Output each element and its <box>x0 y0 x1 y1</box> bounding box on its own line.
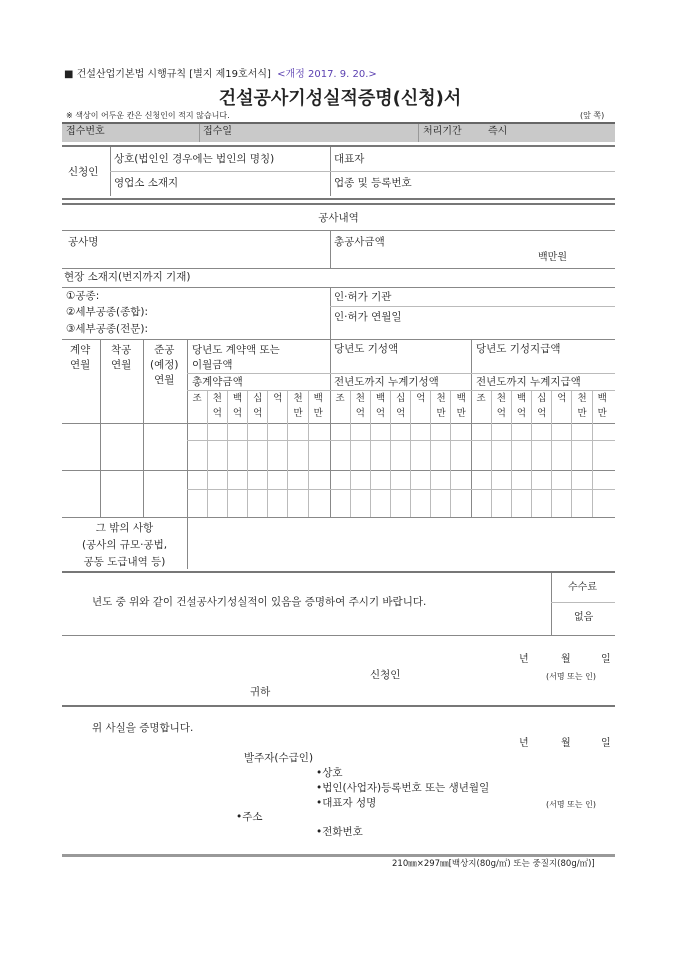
request-applicant-label: 신청인 <box>370 669 401 681</box>
digit-eok: 억 <box>273 393 283 404</box>
processing-period-value: 즉시 <box>488 126 508 137</box>
permit-date-label: 인·허가 연월일 <box>334 311 402 323</box>
reception-date-label: 접수일 <box>203 126 232 137</box>
request-day: 일 <box>601 654 611 665</box>
business-registration-label: 업종 및 등록번호 <box>334 177 412 189</box>
prev-payment-header: 전년도까지 누계지급액 <box>476 376 581 388</box>
client-registration-item: •법인(사업자)등록번호 또는 생년월일 <box>316 782 490 794</box>
request-sign-note: (서명 또는 인) <box>546 672 596 681</box>
digit-baek-man: 백 만 <box>313 393 323 419</box>
certify-sign-note: (서명 또는 인) <box>546 800 596 809</box>
other-matters-label: 그 밖의 사항 (공사의 규모·공법, 공동 도급내역 등) <box>81 522 168 568</box>
addressee-label: 귀하 <box>250 686 271 698</box>
client-phone-item: •전화번호 <box>316 826 363 838</box>
permit-agency-label: 인·허가 기관 <box>334 291 392 303</box>
client-company-item: •상호 <box>316 767 343 779</box>
certify-month: 월 <box>561 738 571 749</box>
work-section-title: 공사내역 <box>318 212 359 224</box>
certify-day: 일 <box>601 738 611 749</box>
reception-bar <box>62 122 615 142</box>
paper-spec: 210㎜×297㎜[백상지(80g/㎡) 또는 중질지(80g/㎡)] <box>392 859 595 869</box>
year-progress-header: 당년도 기성액 <box>334 343 399 355</box>
site-address-label: 현장 소재지(번지까지 기재) <box>64 271 191 283</box>
law-reference: ■ 건설산업기본법 시행규칙 [별지 제19호서식] <box>64 69 271 80</box>
work-name-label: 공사명 <box>68 236 99 248</box>
processing-period-label: 처리기간 <box>423 126 462 137</box>
certify-year: 년 <box>519 738 529 749</box>
year-payment-header: 당년도 기성지급액 <box>476 343 561 355</box>
fee-label: 수수료 <box>568 582 597 593</box>
client-label: 발주자(수급인) <box>244 752 314 764</box>
total-amount-label: 총공사금액 <box>334 236 385 248</box>
request-month: 월 <box>561 654 571 665</box>
start-month-header: 착공 연월 <box>111 344 132 371</box>
digit-headers-contract <box>189 391 326 421</box>
reception-number-label: 접수번호 <box>66 126 105 137</box>
request-sentence: 년도 중 위와 같이 건설공사기성실적이 있음을 증명하여 주시기 바랍니다. <box>92 596 427 608</box>
digit-baek-eok: 백 억 <box>232 393 243 419</box>
client-representative-item: •대표자 성명 <box>316 797 377 809</box>
applicant-label: 신청인 <box>68 166 99 178</box>
year-contract-header: 당년도 계약액 또는 이월금액 <box>192 344 280 371</box>
work-type-2: ②세부공종(종합): <box>66 306 149 318</box>
form-note: ※ 색상이 어두운 칸은 신청인이 적지 않습니다. <box>66 111 230 120</box>
page-title: 건설공사기성실적증명(신청)서 <box>218 88 462 109</box>
office-address-label: 영업소 소재지 <box>114 177 179 189</box>
digit-headers-progress: 조 천 억 백 억 십 억 억 천 만 백 만 <box>335 393 466 419</box>
digit-cheon-man: 천 만 <box>293 393 303 419</box>
client-address-item: •주소 <box>236 811 263 823</box>
work-type-1: ①공종: <box>66 290 100 302</box>
request-year: 년 <box>519 654 529 665</box>
completion-month-header: 준공 (예정) 연월 <box>150 344 179 386</box>
representative-label: 대표자 <box>334 153 365 165</box>
digit-sip-eok: 십 억 <box>253 393 263 419</box>
fee-value: 없음 <box>574 612 594 623</box>
page-side: (앞 쪽) <box>580 111 605 120</box>
digit-jo: 조 <box>192 393 202 404</box>
company-name-label: 상호(법인인 경우에는 법인의 명칭) <box>114 153 275 165</box>
digit-cheon-eok: 천 억 <box>212 393 222 419</box>
amend-note: <개정 2017. 9. 20.> <box>277 69 377 80</box>
prev-progress-header: 전년도까지 누계기성액 <box>334 376 439 388</box>
work-type-3: ③세부공종(전문): <box>66 323 149 335</box>
certify-sentence: 위 사실을 증명합니다. <box>92 722 194 734</box>
digit-headers-payment: 조 천 억 백 억 십 억 억 천 만 백 만 <box>476 393 607 419</box>
contract-month-header: 계약 연월 <box>70 344 91 371</box>
amount-unit: 백만원 <box>538 252 567 263</box>
total-contract-header: 총계약금액 <box>192 376 243 388</box>
